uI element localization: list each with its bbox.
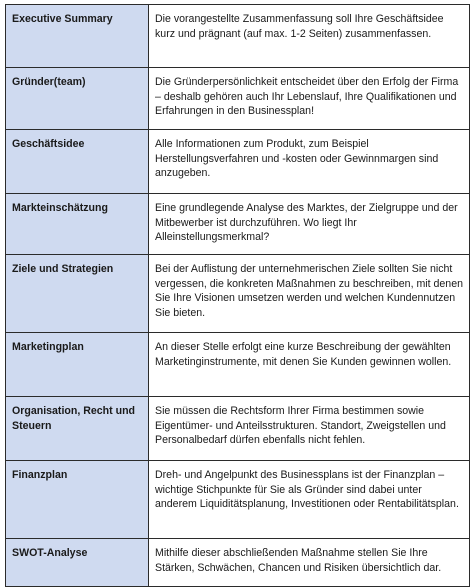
table-row	[6, 397, 470, 461]
row-description: Dreh- und Angelpunkt des Businessplans ist der Finanzplan – wichtige Stichpunkte für Sie als Gründer sind dabei unter anderem Liquiditätsplanung, Investitionen oder Rentabilitätsplan.	[149, 461, 470, 539]
row-description: Die vorangestellte Zusammenfassung soll Ihre Geschäftsidee kurz und prägnant (auf max. 1-2 Seiten) zusammenfassen.	[149, 5, 470, 68]
row-label: Marketingplan	[6, 333, 149, 397]
row-label: Executive Summary	[6, 5, 149, 68]
table-row	[6, 5, 470, 68]
row-description: Eine grundlegende Analyse des Marktes, der Zielgruppe und der Mitbewerber ist durchzuführen. Wo liegt Ihr Alleinstellungsmerkmal?	[149, 194, 470, 255]
row-label: Finanzplan	[6, 461, 149, 539]
row-label: SWOT-Analyse	[6, 539, 149, 587]
table-row	[6, 194, 470, 255]
row-label: Markteinschätzung	[6, 194, 149, 255]
row-description: Die Gründerpersönlichkeit entscheidet über den Erfolg der Firma – deshalb gehören auch Ihr Lebenslauf, Ihre Qualifikationen und Erfahrungen in den Businessplan!	[149, 68, 470, 130]
table-row	[6, 539, 470, 587]
row-description: Mithilfe dieser abschließenden Maßnahme stellen Sie Ihre Stärken, Schwächen, Chancen und Risiken übersichtlich dar.	[149, 539, 470, 587]
row-label: Ziele und Strategien	[6, 255, 149, 333]
table-row	[6, 130, 470, 194]
row-label: Geschäftsidee	[6, 130, 149, 194]
row-description: Sie müssen die Rechtsform Ihrer Firma bestimmen sowie Eigentümer- und Anteilsstrukturen. Standort, Zweigstellen und Personalbedarf dürfen ebenfalls nicht fehlen.	[149, 397, 470, 461]
row-label: Organisation, Recht und Steuern	[6, 397, 149, 461]
business-plan-table	[5, 4, 470, 587]
row-description: An dieser Stelle erfolgt eine kurze Beschreibung der gewählten Marketinginstrumente, mit denen Sie Kunden gewinnen wollen.	[149, 333, 470, 397]
table-row	[6, 255, 470, 333]
table-row	[6, 333, 470, 397]
row-label: Gründer(team)	[6, 68, 149, 130]
table-row	[6, 68, 470, 130]
row-description: Alle Informationen zum Produkt, zum Beispiel Herstellungsverfahren und -kosten oder Gewinnmargen sind anzugeben.	[149, 130, 470, 194]
row-description: Bei der Auflistung der unternehmerischen Ziele sollten Sie nicht vergessen, die konkreten Maßnahmen zu beschreiben, mit denen Sie Ihre Visionen umsetzen werden und welchen Kundennutzen Sie bieten.	[149, 255, 470, 333]
table-row	[6, 461, 470, 539]
